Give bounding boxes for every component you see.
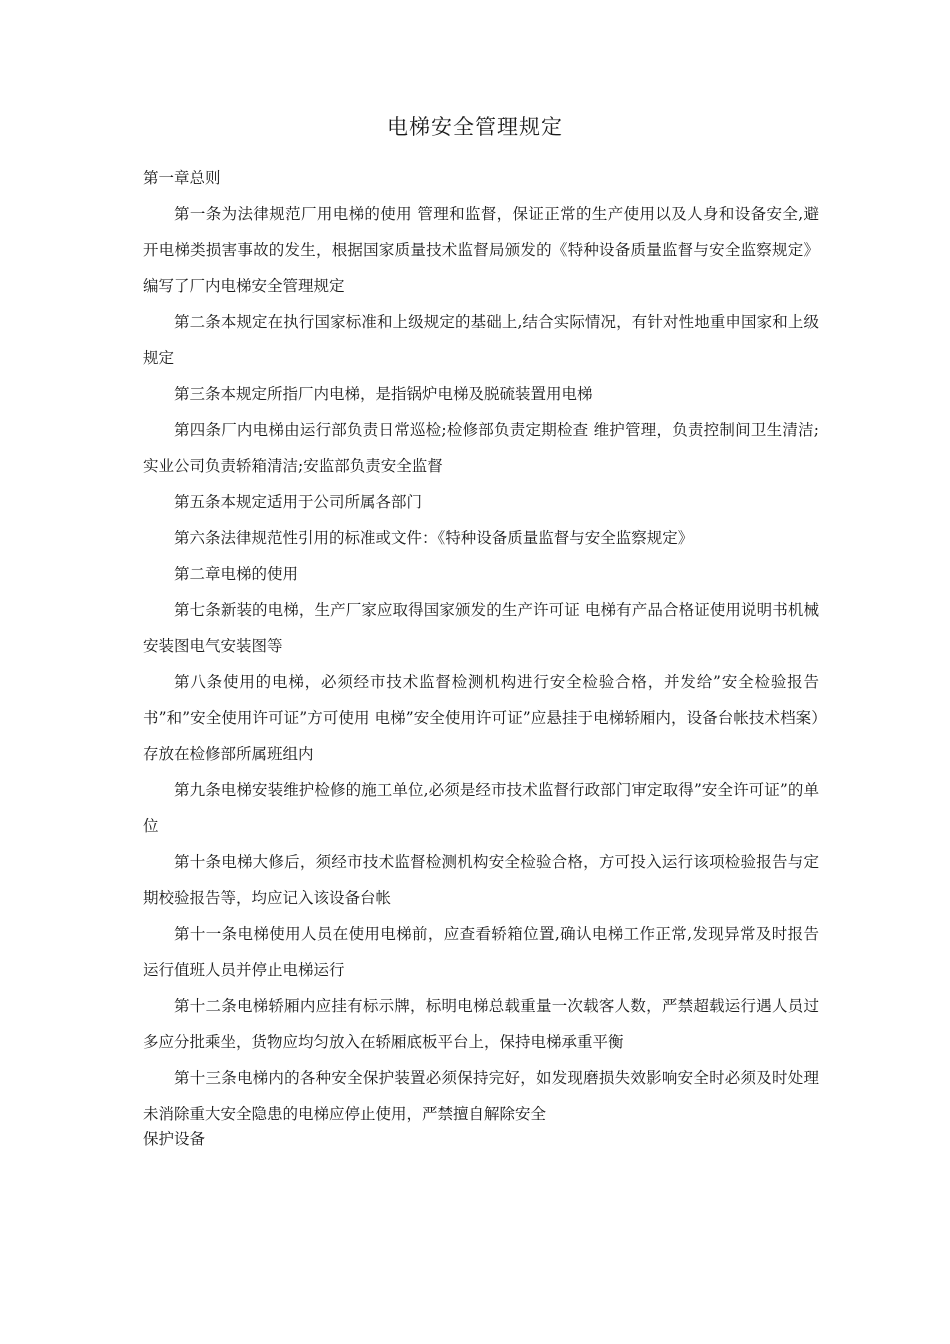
chapter-heading-2: 第二章电梯的使用 — [174, 565, 299, 583]
article-3: 第三条本规定所指厂内电梯，是指锅炉电梯及脱硫装置用电梯 — [174, 385, 593, 403]
article-13: 第十三条电梯内的各种安全保护装置必须保持完好，如发现磨损失效影响安全时必须及时处理 未消除重大安全隐患的电梯应停止使用，严禁擅自解除安全 — [143, 1069, 819, 1123]
article-5: 第五条本规定适用于公司所属各部门 — [174, 493, 423, 511]
chapter-heading-1: 第一章总则 — [143, 169, 221, 187]
article-9: 第九条电梯安装维护检修的施工单位,必须是经市技术监督行政部门审定取得”安全许可证”的单位 — [143, 781, 819, 835]
document-title: 电梯安全管理规定 — [387, 115, 563, 139]
article-8: 第八条使用的电梯，必须经市技术监督检测机构进行安全检验合格，并发给”安全检验报告书”和”安全使用许可证”方可使用 电梯”安全使用许可证”应悬挂于电梯轿厢内，设备台帐技术档案）存放在检修部所属班组内 — [143, 673, 819, 763]
article-13-continuation: 保护设备 — [143, 1130, 206, 1148]
article-6: 第六条法律规范性引用的标准或文件：《特种设备质量监督与安全监察规定》 — [174, 529, 694, 547]
article-10: 第十条电梯大修后，须经市技术监督检测机构安全检验合格，方可投入运行该项检验报告与定期校验报告等，均应记入该设备台帐 — [143, 853, 819, 907]
article-1: 第一条为法律规范厂用电梯的使用 管理和监督，保证正常的生产使用以及人身和设备安全,避开电梯类损害事故的发生，根据国家质量技术监督局颁发的《特种设备质量监督与安全监察规定》编写了厂内电梯安全管理规定 — [143, 205, 819, 295]
article-11: 第十一条电梯使用人员在使用电梯前，应查看轿箱位置,确认电梯工作正常,发现异常及时报告运行值班人员并停止电梯运行 — [143, 925, 819, 979]
article-12: 第十二条电梯轿厢内应挂有标示牌，标明电梯总载重量一次载客人数，严禁超载运行遇人员过多应分批乘坐，货物应均匀放入在轿厢底板平台上，保持电梯承重平衡 — [143, 997, 819, 1051]
article-2: 第二条本规定在执行国家标准和上级规定的基础上,结合实际情况，有针对性地重申国家和上级规定 — [143, 313, 819, 367]
document-body — [143, 160, 819, 1150]
article-4: 第四条厂内电梯由运行部负责日常巡检;检修部负责定期检查 维护管理，负责控制间卫生清洁;实业公司负责轿箱清洁;安监部负责安全监督 — [143, 421, 819, 475]
article-7: 第七条新装的电梯，生产厂家应取得国家颁发的生产许可证 电梯有产品合格证使用说明书机械安装图电气安装图等 — [143, 601, 819, 655]
